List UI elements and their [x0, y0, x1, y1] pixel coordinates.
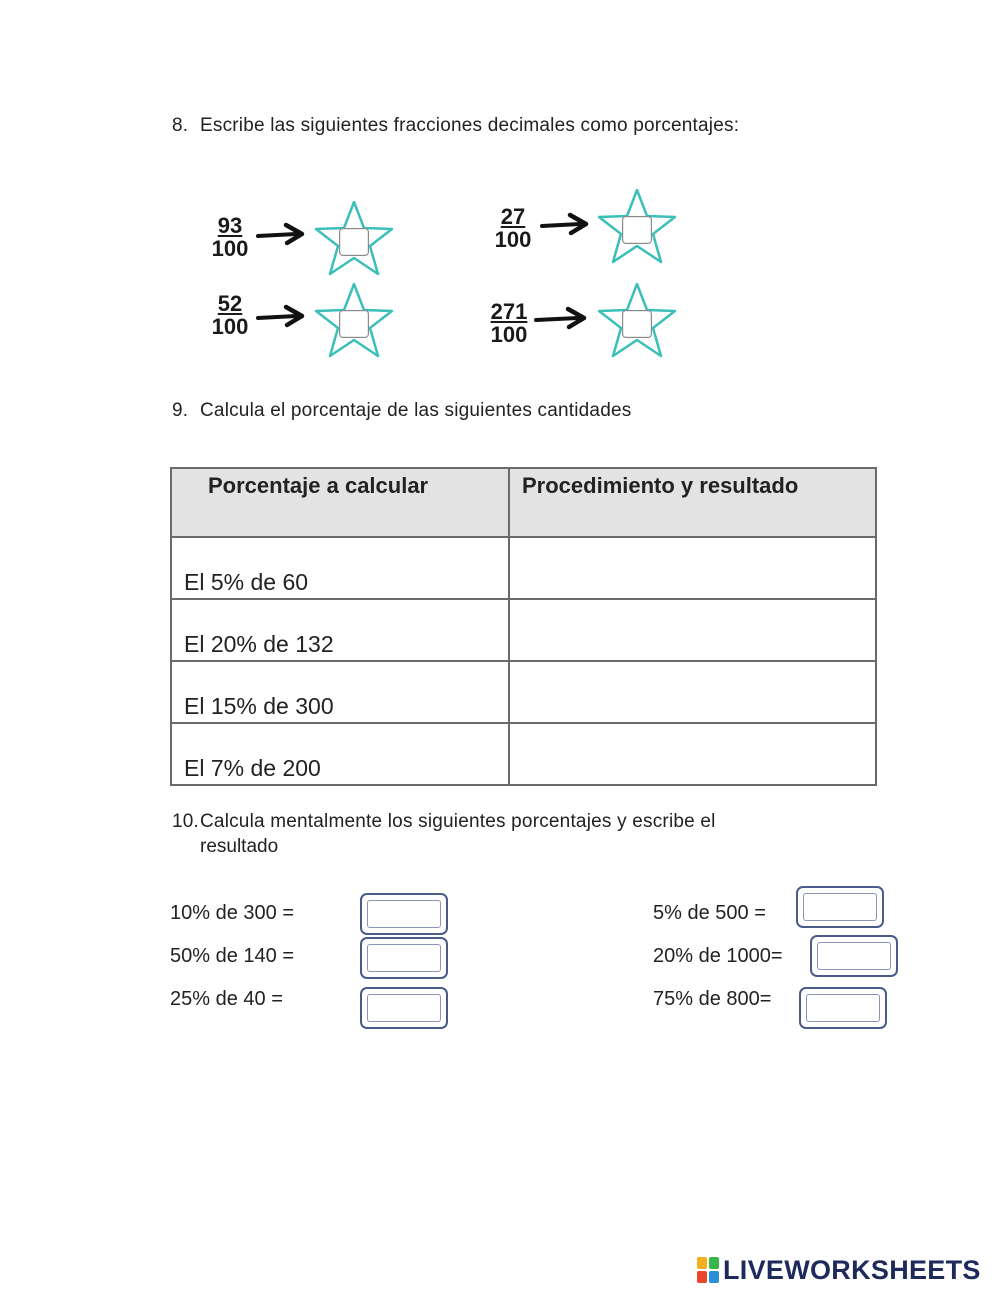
row-label: El 5% de 60 [171, 537, 509, 599]
row-label: El 7% de 200 [171, 723, 509, 785]
table-row [171, 599, 876, 661]
question-10-title [172, 811, 716, 833]
fraction-93-100 [205, 214, 255, 260]
arrow-right-icon [256, 304, 308, 330]
question-9-title [172, 400, 631, 422]
question-text: Calcula mentalmente los siguientes porcentajes y escribe el [200, 811, 716, 832]
answer-box[interactable] [360, 937, 448, 979]
answer-input-271[interactable] [622, 310, 652, 338]
mental-calc-label: 10% de 300 = [170, 902, 294, 924]
table-row [171, 723, 876, 785]
answer-box[interactable] [360, 987, 448, 1029]
row-label: El 15% de 300 [171, 661, 509, 723]
answer-box[interactable] [799, 987, 887, 1029]
answer-input-27[interactable] [622, 216, 652, 244]
fraction-denominator: 100 [494, 227, 532, 253]
table-row [171, 537, 876, 599]
mental-calc-label: 50% de 140 = [170, 945, 294, 967]
logo-text: LIVEWORKSHEETS [723, 1254, 981, 1285]
arrow-right-icon [534, 306, 590, 332]
fraction-numerator: 52 [217, 291, 243, 316]
question-number: 8. [172, 115, 189, 136]
fraction-denominator: 100 [211, 314, 249, 340]
fraction-numerator: 93 [217, 213, 243, 238]
question-text: Calcula el porcentaje de las siguientes cantidades [200, 400, 632, 421]
fraction-denominator: 100 [490, 322, 528, 348]
liveworksheets-logo [697, 1255, 981, 1285]
answer-cell[interactable] [509, 599, 876, 661]
fraction-52-100 [205, 292, 255, 338]
mental-calc-label: 5% de 500 = [653, 902, 766, 924]
question-number: 9. [172, 400, 189, 421]
answer-cell[interactable] [509, 723, 876, 785]
question-text: Escribe las siguientes fracciones decimales como porcentajes: [200, 115, 740, 136]
logo-icon [697, 1257, 719, 1283]
answer-box[interactable] [810, 935, 898, 977]
fraction-denominator: 100 [211, 236, 249, 262]
arrow-right-icon [256, 222, 308, 248]
percentage-table [170, 467, 877, 786]
fraction-numerator: 271 [490, 299, 528, 324]
answer-input-52[interactable] [339, 310, 369, 338]
arrow-right-icon [540, 212, 592, 238]
table-header-row [171, 468, 876, 537]
mental-calc-label: 25% de 40 = [170, 988, 283, 1010]
question-10-title-continued: resultado [200, 836, 279, 857]
fraction-numerator: 27 [500, 204, 526, 229]
question-number: 10. [172, 811, 200, 832]
answer-box[interactable] [360, 893, 448, 935]
answer-box[interactable] [796, 886, 884, 928]
mental-calc-label: 20% de 1000= [653, 945, 783, 967]
table-row [171, 661, 876, 723]
question-8-title [172, 115, 739, 137]
row-label: El 20% de 132 [171, 599, 509, 661]
fraction-27-100 [488, 205, 538, 251]
answer-cell[interactable] [509, 537, 876, 599]
mental-calc-label: 75% de 800= [653, 988, 772, 1010]
column-header-percentage: Porcentaje a calcular [171, 468, 509, 537]
answer-cell[interactable] [509, 661, 876, 723]
answer-input-93[interactable] [339, 228, 369, 256]
column-header-procedure: Procedimiento y resultado [509, 468, 876, 537]
fraction-271-100 [484, 300, 534, 346]
